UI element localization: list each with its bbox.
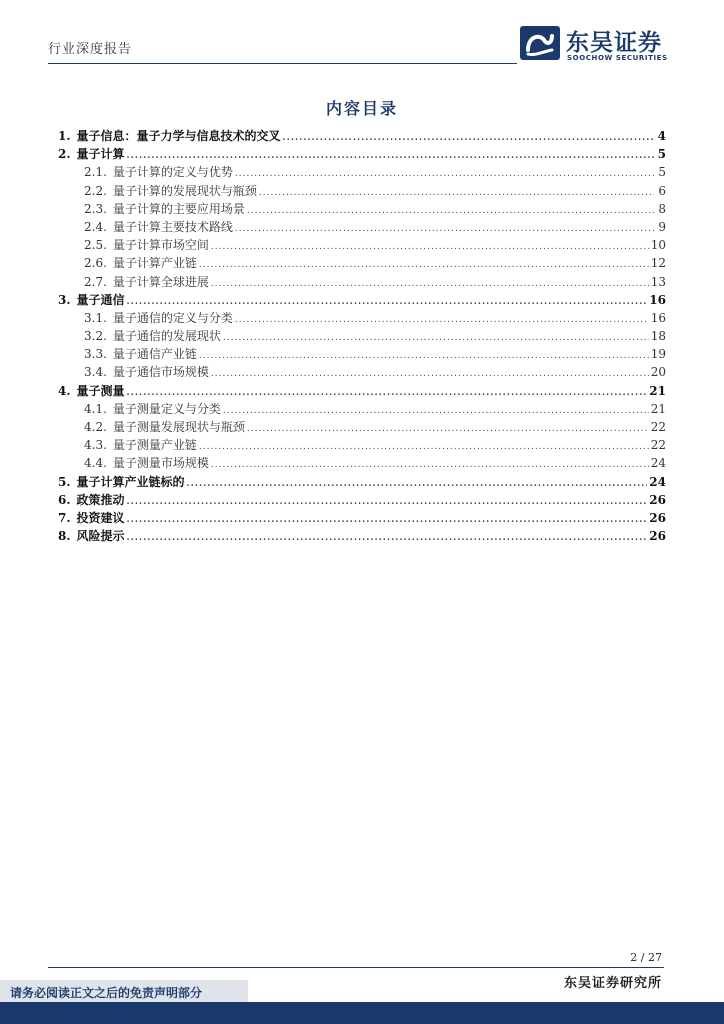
toc-leader-dots bbox=[127, 497, 648, 507]
toc-entry-page: 16 bbox=[649, 292, 666, 307]
toc-entry-number: 1. bbox=[58, 129, 71, 143]
toc-leader-dots bbox=[247, 206, 654, 216]
toc-leader-dots bbox=[247, 424, 649, 434]
toc-entry[interactable] bbox=[58, 273, 666, 291]
toc-entry-title: 量子计算 bbox=[76, 147, 125, 162]
toc-entry-title: 量子测量定义与分类 bbox=[112, 401, 221, 416]
toc-entry-title: 量子测量发展现状与瓶颈 bbox=[112, 420, 245, 434]
toc-entry-page: 26 bbox=[649, 529, 666, 544]
toc-entry-number: 4.2. bbox=[84, 420, 107, 434]
toc-entry-number: 7. bbox=[58, 510, 71, 525]
brand-name-en: SOOCHOW SECURITIES bbox=[567, 54, 668, 62]
toc-leader-dots bbox=[199, 442, 649, 452]
toc-entry-page: 20 bbox=[650, 365, 666, 380]
toc-entry-page: 9 bbox=[658, 219, 666, 234]
toc-leader-dots bbox=[223, 333, 649, 343]
toc-entry-number: 2.1. bbox=[84, 165, 107, 180]
report-type-label: 行业深度报告 bbox=[48, 42, 133, 57]
toc-entry-number: 3.1. bbox=[84, 310, 107, 325]
toc-entry-title: 量子通信产业链 bbox=[112, 347, 197, 362]
toc-entry-page: 22 bbox=[650, 438, 666, 453]
toc-entry[interactable] bbox=[58, 236, 666, 254]
toc-entry[interactable] bbox=[58, 200, 666, 218]
toc-entry-title: 量子计算的发展现状与瓶颈 bbox=[112, 183, 257, 198]
toc-leader-dots bbox=[211, 460, 649, 470]
toc-entry-number: 4.4. bbox=[84, 456, 107, 471]
toc-entry-page: 8 bbox=[658, 201, 666, 216]
brand-logo bbox=[520, 24, 680, 68]
toc-entry-title: 量子通信市场规模 bbox=[112, 365, 209, 380]
toc-entry-title: 量子计算主要技术路线 bbox=[112, 219, 233, 234]
toc-entry-title: 量子计算市场空间 bbox=[112, 238, 209, 253]
toc-entry-title: 量子计算的定义与优势 bbox=[112, 165, 233, 180]
toc-entry-page: 21 bbox=[650, 401, 666, 416]
toc-entry-title: 政策推动 bbox=[76, 492, 125, 507]
footer-bar bbox=[0, 1002, 724, 1024]
toc-leader-dots bbox=[127, 297, 648, 307]
toc-entry-page: 26 bbox=[649, 492, 666, 507]
toc-entry[interactable] bbox=[58, 473, 666, 491]
toc-entry-title: 风险提示 bbox=[76, 529, 125, 544]
toc-leader-dots bbox=[283, 133, 654, 143]
toc-entry-number: 6. bbox=[58, 492, 71, 507]
toc-entry-number: 2.3. bbox=[84, 201, 107, 216]
disclaimer-text: 请务必阅读正文之后的免责声明部分 bbox=[10, 986, 203, 1000]
toc-entry-page: 5 bbox=[658, 165, 666, 180]
toc-leader-dots bbox=[235, 224, 654, 234]
toc-leader-dots bbox=[199, 351, 649, 361]
toc-entry-number: 2.6. bbox=[84, 256, 107, 271]
toc-entry-title: 量子通信 bbox=[76, 292, 125, 307]
toc-entry-page: 21 bbox=[649, 383, 666, 398]
toc-entry-page: 12 bbox=[650, 256, 666, 271]
toc-entry[interactable] bbox=[58, 163, 666, 181]
toc-entry[interactable] bbox=[58, 291, 666, 309]
toc-entry-number: 4.3. bbox=[84, 438, 107, 453]
toc-entry[interactable] bbox=[58, 218, 666, 236]
toc-entry-title: 量子计算全球进展 bbox=[112, 274, 209, 289]
toc-entry[interactable] bbox=[58, 182, 666, 200]
toc-leader-dots bbox=[211, 242, 649, 252]
toc-leader-dots bbox=[187, 479, 648, 489]
toc-entry-title: 量子测量市场规模 bbox=[112, 456, 209, 471]
toc-entry[interactable] bbox=[58, 345, 666, 363]
toc-entry-number: 2.2. bbox=[84, 183, 107, 198]
table-of-contents bbox=[58, 127, 666, 545]
toc-leader-dots bbox=[127, 388, 648, 398]
page-indicator: 2 / 27 bbox=[630, 951, 662, 964]
toc-entry[interactable] bbox=[58, 509, 666, 527]
toc-entry[interactable] bbox=[58, 491, 666, 509]
toc-entry-page: 5 bbox=[657, 147, 666, 162]
toc-leader-dots bbox=[127, 151, 654, 161]
toc-entry-title: 量子信息：量子力学与信息技术的交叉 bbox=[76, 129, 281, 143]
toc-entry-title: 量子测量产业链 bbox=[112, 438, 197, 453]
toc-leader-dots bbox=[199, 260, 649, 270]
toc-entry[interactable] bbox=[58, 418, 666, 436]
institute-name: 东吴证券研究所 bbox=[563, 976, 662, 991]
toc-entry-page: 22 bbox=[650, 420, 666, 434]
soochow-logo-icon bbox=[520, 26, 560, 60]
toc-entry-page: 19 bbox=[650, 347, 666, 362]
toc-entry-title: 投资建议 bbox=[76, 510, 125, 525]
toc-entry-page: 6 bbox=[658, 183, 666, 198]
toc-entry-page: 18 bbox=[650, 329, 666, 344]
toc-leader-dots bbox=[223, 406, 649, 416]
toc-entry[interactable] bbox=[58, 454, 666, 472]
toc-entry[interactable] bbox=[58, 382, 666, 400]
toc-entry-title: 量子测量 bbox=[76, 383, 125, 398]
toc-entry-page: 16 bbox=[650, 310, 666, 325]
toc-entry-number: 3.4. bbox=[84, 365, 107, 380]
toc-entry[interactable] bbox=[58, 327, 666, 345]
header-divider bbox=[48, 63, 517, 64]
footer-divider bbox=[48, 967, 664, 968]
toc-entry-number: 4.1. bbox=[84, 401, 107, 416]
toc-leader-dots bbox=[235, 169, 654, 179]
toc-entry-number: 2.7. bbox=[84, 274, 107, 289]
toc-entry-title: 量子通信的发展现状 bbox=[112, 329, 221, 344]
toc-entry-number: 3. bbox=[58, 292, 71, 307]
brand-name-cn: 东吴证券 bbox=[566, 29, 662, 56]
toc-entry[interactable] bbox=[58, 400, 666, 418]
toc-leader-dots bbox=[259, 188, 654, 198]
toc-entry-number: 5. bbox=[58, 474, 71, 489]
toc-entry-number: 8. bbox=[58, 529, 71, 544]
toc-leader-dots bbox=[127, 533, 648, 543]
toc-entry[interactable] bbox=[58, 527, 666, 545]
toc-entry-title: 量子计算产业链 bbox=[112, 256, 197, 271]
toc-leader-dots bbox=[211, 279, 649, 289]
toc-leader-dots bbox=[211, 369, 649, 379]
toc-entry-page: 24 bbox=[650, 456, 666, 471]
toc-entry-title: 量子通信的定义与分类 bbox=[112, 310, 233, 325]
toc-entry-page: 4 bbox=[657, 129, 666, 143]
toc-entry[interactable] bbox=[58, 436, 666, 454]
toc-entry[interactable] bbox=[58, 363, 666, 381]
toc-entry-page: 10 bbox=[650, 238, 666, 253]
toc-leader-dots bbox=[127, 515, 648, 525]
toc-entry[interactable] bbox=[58, 309, 666, 327]
toc-entry-number: 3.2. bbox=[84, 329, 107, 344]
toc-entry-number: 2. bbox=[58, 147, 71, 162]
toc-title: 内容目录 bbox=[325, 99, 398, 118]
toc-entry-number: 3.3. bbox=[84, 347, 107, 362]
toc-entry-page: 26 bbox=[649, 510, 666, 525]
toc-entry-number: 4. bbox=[58, 383, 71, 398]
toc-entry-page: 24 bbox=[649, 474, 666, 489]
toc-leader-dots bbox=[235, 315, 649, 325]
toc-entry[interactable] bbox=[58, 254, 666, 272]
toc-entry-title: 量子计算的主要应用场景 bbox=[112, 201, 245, 216]
toc-entry-number: 2.4. bbox=[84, 219, 107, 234]
toc-entry-number: 2.5. bbox=[84, 238, 107, 253]
toc-entry-title: 量子计算产业链标的 bbox=[76, 474, 185, 489]
toc-entry-page: 13 bbox=[650, 274, 666, 289]
toc-entry[interactable] bbox=[58, 127, 666, 145]
toc-entry[interactable] bbox=[58, 145, 666, 163]
